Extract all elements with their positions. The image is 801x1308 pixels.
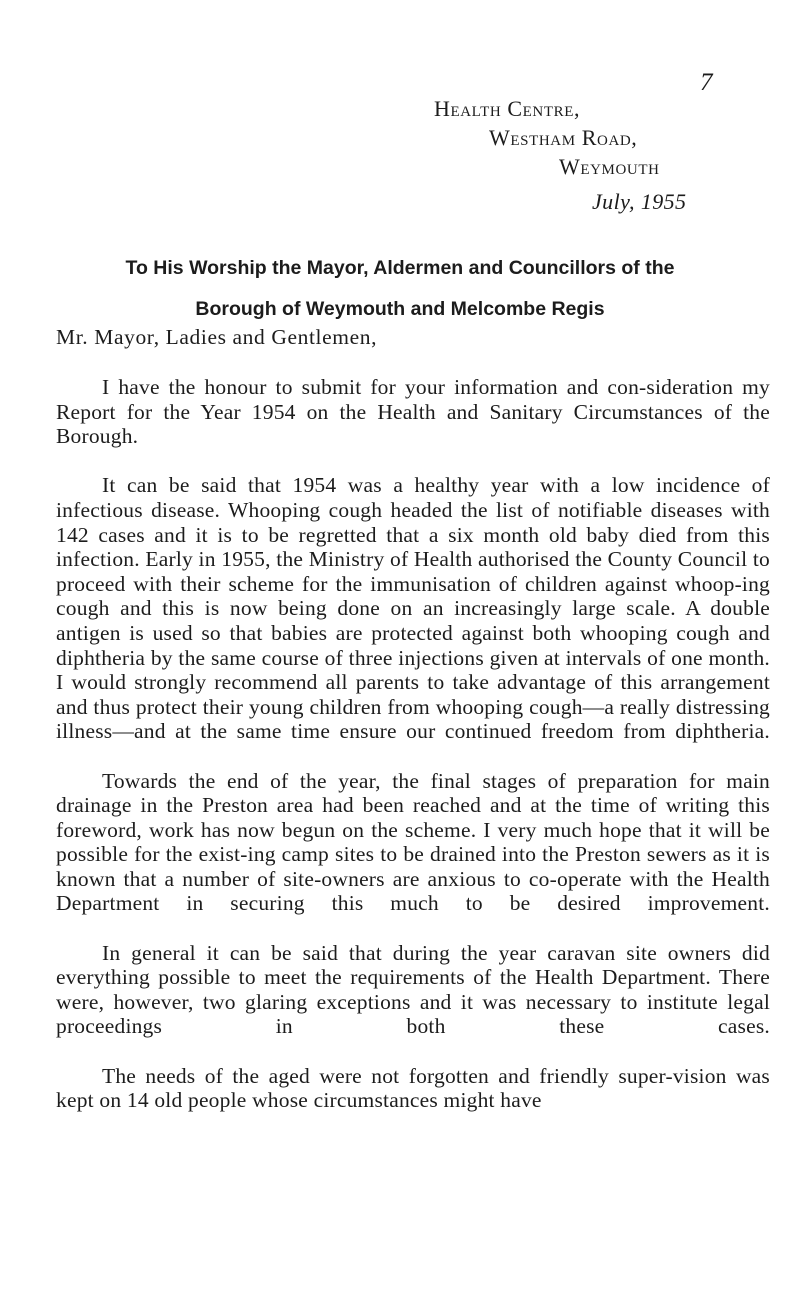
address-line-3: Weymouth [559,154,660,179]
sender-address [434,94,774,216]
addressee-line-1: To His Worship the Mayor, Aldermen and Councillors of the [125,257,675,279]
letter-date: July, 1955 [592,189,687,214]
paragraph-3: Towards the end of the year, the final stages of preparation for main drainage in the Preston area had been reached and at the time of writing this foreword, work has now begun on the scheme. I very much hope that it will be possible for the exist-ing camp sites to be drained into the Preston sewers as it is known that a number of site-owners are anxious to co-operate with the Health Department in securing this much to be desired improvement. [56,768,770,916]
paragraph-4: In general it can be said that during the year caravan site owners did everything possible to meet the requirements of the Health Department. There were, however, two glaring exceptions and it was necessary to institute legal proceedings in both these cases. [56,940,770,1039]
address-line-1: Health Centre, [434,96,581,121]
paragraph-1: I have the honour to submit for your information and con-sideration my Report for the Year 1954 on the Health and Sanitary Circumstances of the Borough. [56,375,770,449]
paragraph-2: It can be said that 1954 was a healthy year with a low incidence of infectious disease. Whooping cough headed the list of notifiable diseases with 142 cases and it is to be regretted that a six month old baby died from this infection. Early in 1955, the Ministry of Health authorised the County Council to proceed with their scheme for the immunisation of children against whoop-ing cough and this is now being done on an increasingly large scale. A double antigen is used so that babies are protected against both whooping cough and diphtheria by the same course of three injections given at intervals of one month. I would strongly recommend all parents to take advantage of this arrangement and thus protect their young children from whooping cough—a really distressing illness—and at the same time ensure our continued freedom from diphtheria. [56,473,770,744]
salutation: Mr. Mayor, Ladies and Gentlemen, [56,325,378,349]
paragraph-5: The needs of the aged were not forgotten and friendly super-vision was kept on 14 old people whose circumstances might have [56,1063,770,1113]
addressee-block [40,248,760,330]
address-line-2: Westham Road, [489,125,638,150]
addressee-line-2: Borough of Weymouth and Melcombe Regis [195,298,605,320]
page-number: 7 [700,69,713,96]
letter-body [56,375,770,1137]
